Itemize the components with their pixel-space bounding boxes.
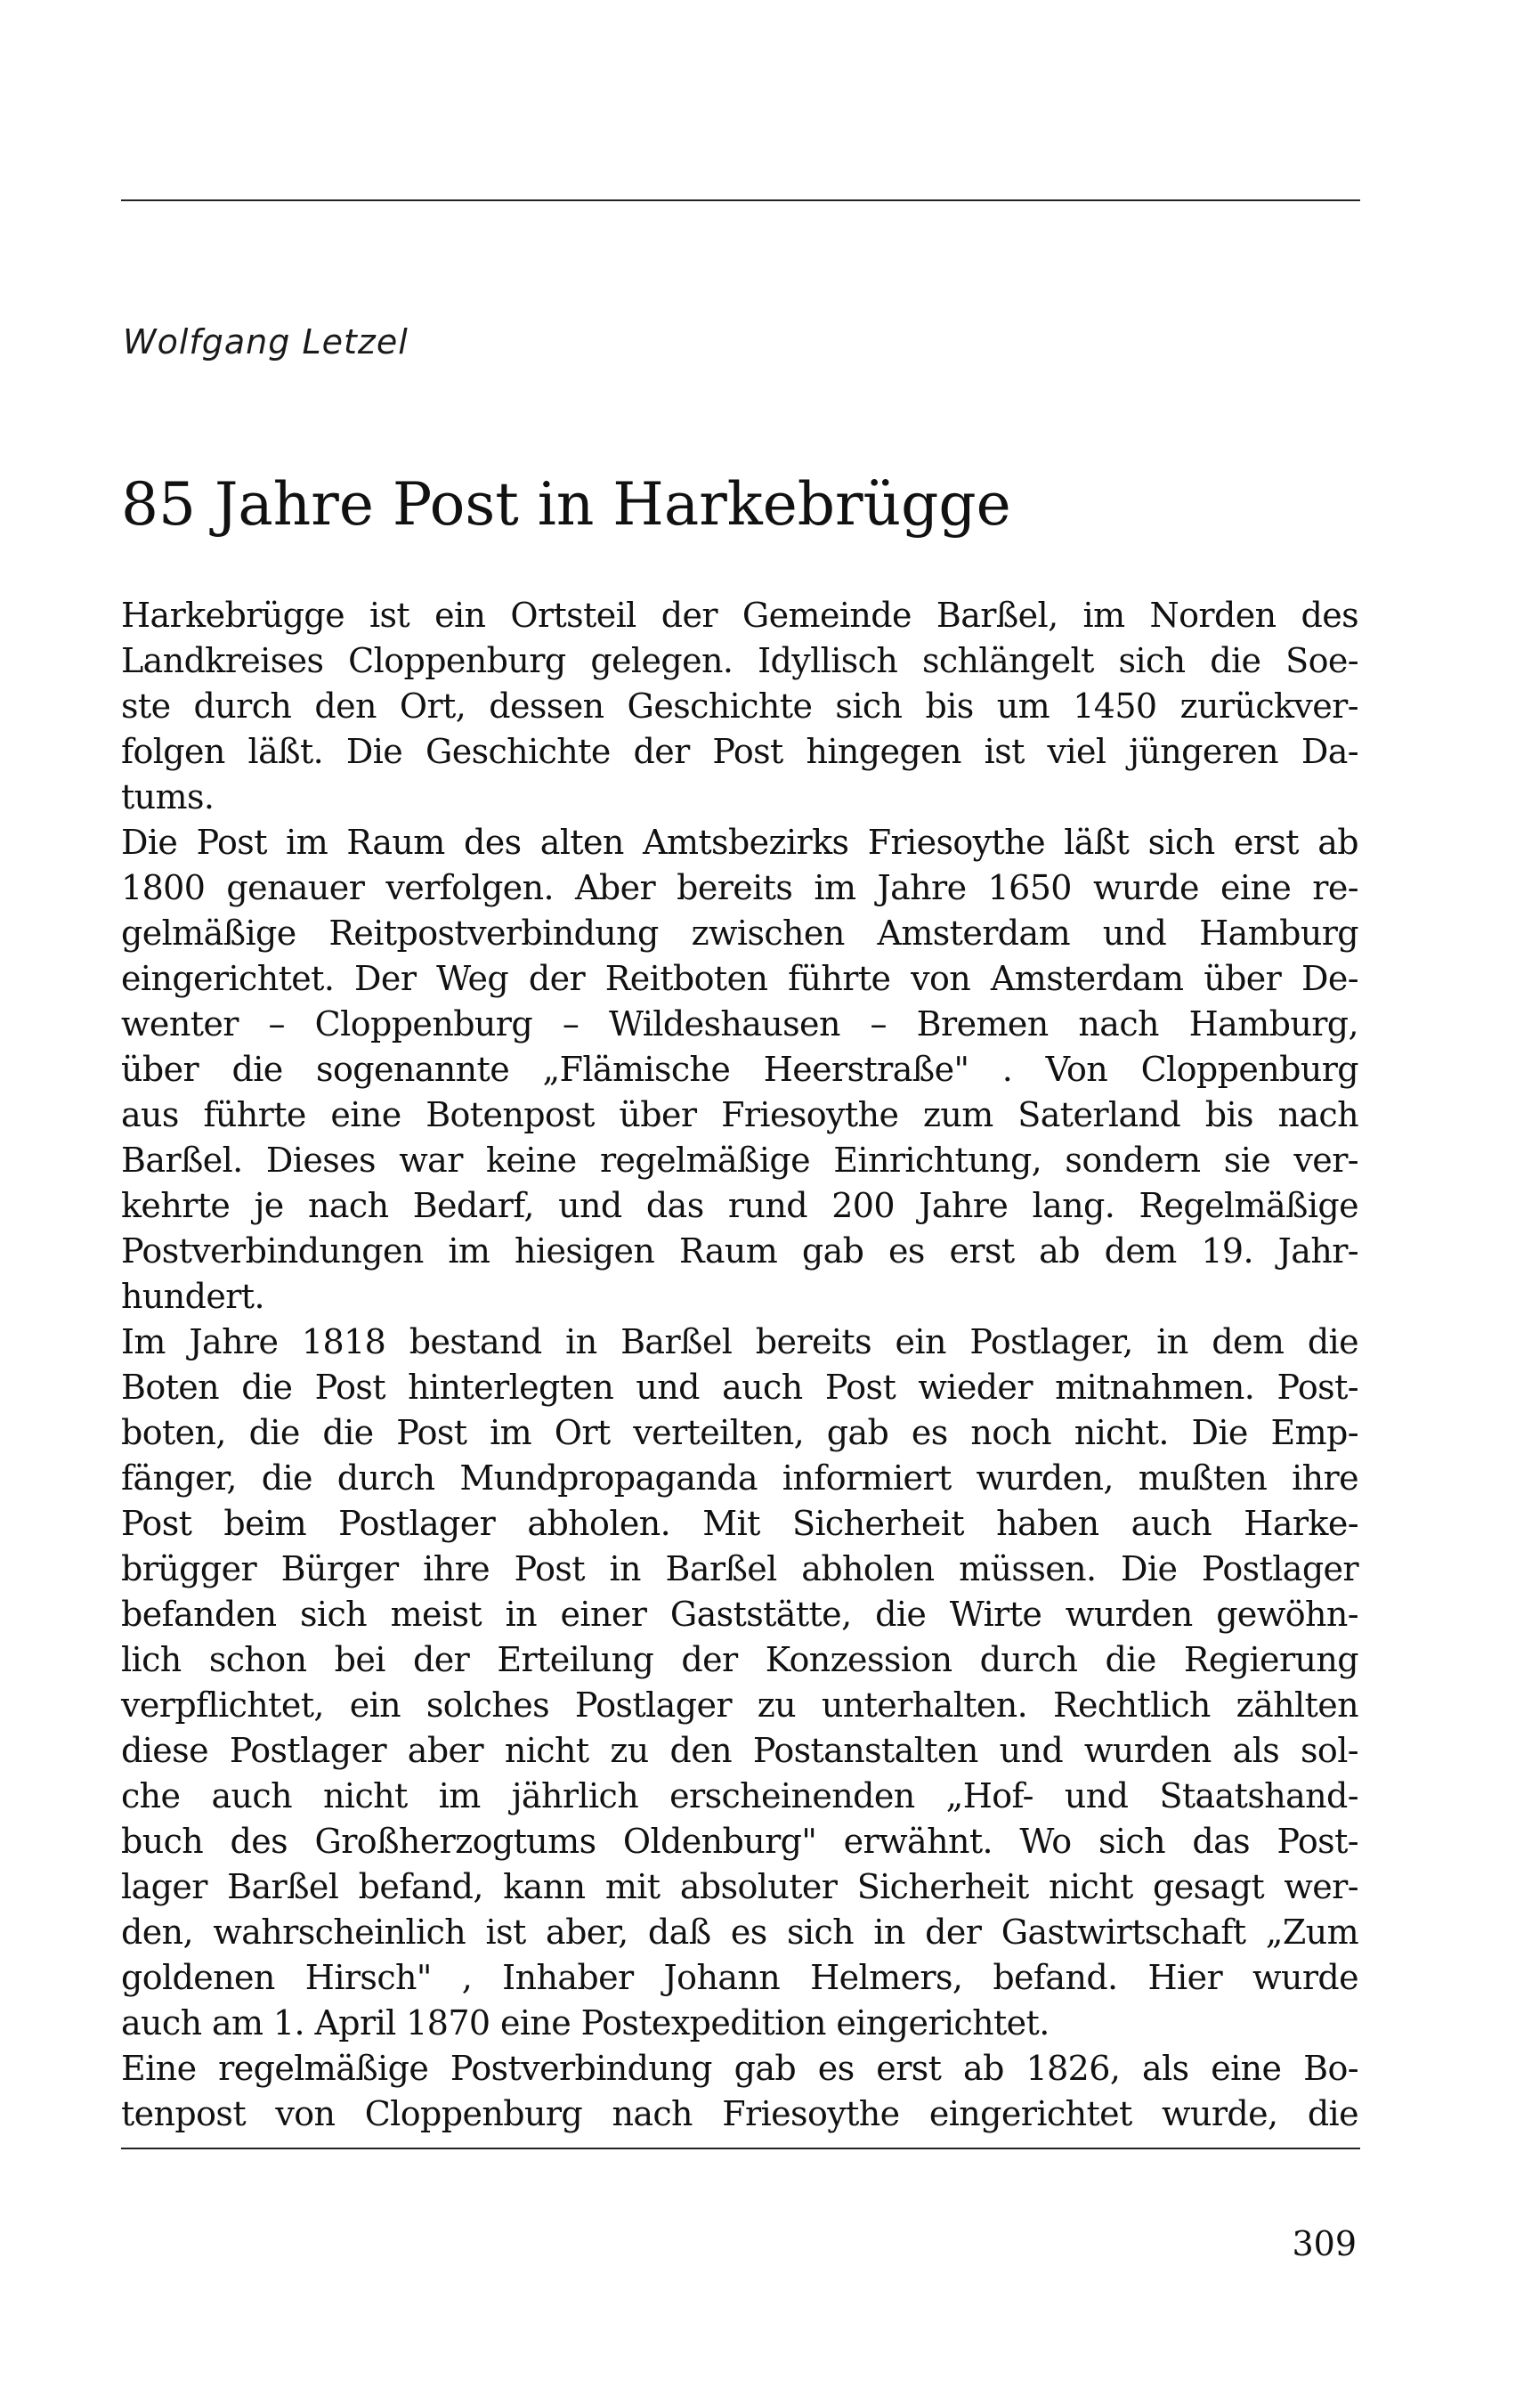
body-line: Post beim Postlager abholen. Mit Sicherheit haben auch Harke-	[121, 1504, 1358, 1543]
bottom-rule	[121, 2148, 1360, 2149]
body-line: Boten die Post hinterlegten und auch Post wieder mitnahmen. Post-	[121, 1368, 1358, 1407]
body-line: folgen läßt. Die Geschichte der Post hingegen ist viel jüngeren Da-	[121, 732, 1358, 771]
body-line: den, wahrscheinlich ist aber, daß es sich in der Gastwirtschaft „Zum	[121, 1913, 1358, 1952]
body-line: Eine regelmäßige Postverbindung gab es erst ab 1826, als eine Bo-	[121, 2049, 1358, 2088]
body-line: Landkreises Cloppenburg gelegen. Idyllisch schlängelt sich die Soe-	[121, 641, 1358, 680]
article-title: 85 Jahre Post in Harkebrügge	[121, 470, 1011, 539]
body-line: über die sogenannte „Flämische Heerstraße" . Von Cloppenburg	[121, 1050, 1358, 1089]
body-line: Harkebrügge ist ein Ortsteil der Gemeinde Barßel, im Norden des	[121, 596, 1358, 635]
page-number: 309	[1292, 2224, 1357, 2263]
body-line: Postverbindungen im hiesigen Raum gab es erst ab dem 19. Jahr-	[121, 1231, 1358, 1271]
body-line: hundert.	[121, 1277, 264, 1316]
body-line: diese Postlager aber nicht zu den Postanstalten und wurden als sol-	[121, 1731, 1358, 1770]
body-line: lich schon bei der Erteilung der Konzession durch die Regierung	[121, 1640, 1358, 1679]
body-line: lager Barßel befand, kann mit absoluter Sicherheit nicht gesagt wer-	[121, 1867, 1358, 1906]
body-line: Im Jahre 1818 bestand in Barßel bereits ein Postlager, in dem die	[121, 1322, 1358, 1361]
body-line: tenpost von Cloppenburg nach Friesoythe eingerichtet wurde, die	[121, 2094, 1358, 2133]
body-line: auch am 1. April 1870 eine Postexpedition eingerichtet.	[121, 2003, 1050, 2043]
body-line: buch des Großherzogtums Oldenburg" erwähnt. Wo sich das Post-	[121, 1822, 1358, 1861]
body-line: tums.	[121, 777, 215, 816]
body-line: ste durch den Ort, dessen Geschichte sich bis um 1450 zurückver-	[121, 686, 1358, 726]
body-line: fänger, die durch Mundpropaganda informiert wurden, mußten ihre	[121, 1458, 1358, 1498]
body-line: eingerichtet. Der Weg der Reitboten führte von Amsterdam über De-	[121, 959, 1358, 998]
article-body	[121, 593, 1358, 2137]
author-name: Wolfgang Letzel	[123, 322, 409, 361]
body-line: 1800 genauer verfolgen. Aber bereits im Jahre 1650 wurde eine re-	[121, 868, 1358, 907]
body-line: boten, die die Post im Ort verteilten, gab es noch nicht. Die Emp-	[121, 1413, 1358, 1452]
body-line: aus führte eine Botenpost über Friesoythe zum Saterland bis nach	[121, 1095, 1358, 1134]
body-line: befanden sich meist in einer Gaststätte, die Wirte wurden gewöhn-	[121, 1595, 1358, 1634]
top-rule	[121, 199, 1360, 201]
body-line: brügger Bürger ihre Post in Barßel abholen müssen. Die Postlager	[121, 1549, 1358, 1588]
body-line: verpflichtet, ein solches Postlager zu unterhalten. Rechtlich zählten	[121, 1685, 1358, 1725]
body-line: che auch nicht im jährlich erscheinenden „Hof- und Staatshand-	[121, 1776, 1358, 1815]
body-line: wenter – Cloppenburg – Wildeshausen – Bremen nach Hamburg,	[121, 1004, 1358, 1044]
body-line: kehrte je nach Bedarf, und das rund 200 Jahre lang. Regelmäßige	[121, 1186, 1358, 1225]
body-line: Die Post im Raum des alten Amtsbezirks Friesoythe läßt sich erst ab	[121, 823, 1358, 862]
body-line: goldenen Hirsch" , Inhaber Johann Helmers, befand. Hier wurde	[121, 1958, 1358, 1997]
body-line: gelmäßige Reitpostverbindung zwischen Amsterdam und Hamburg	[121, 914, 1358, 953]
body-line: Barßel. Dieses war keine regelmäßige Einrichtung, sondern sie ver-	[121, 1141, 1358, 1180]
